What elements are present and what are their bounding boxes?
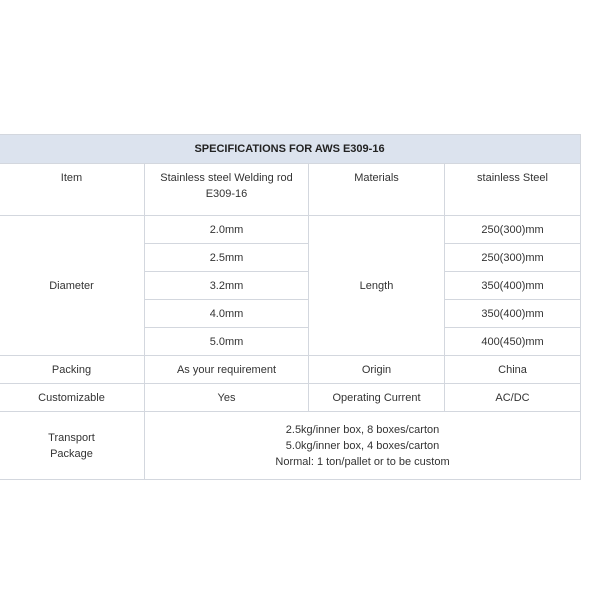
table-row-transport — [0, 412, 581, 480]
transport-value — [145, 412, 581, 480]
table-title: SPECIFICATIONS FOR AWS E309-16 — [0, 135, 581, 164]
item-value — [145, 164, 309, 216]
diameter-value: 3.2mm — [145, 272, 309, 300]
diameter-value: 4.0mm — [145, 300, 309, 328]
table-row-item — [0, 164, 581, 216]
packing-value: As your requirement — [145, 356, 309, 384]
item-value-line-1: Stainless steel Welding rod — [160, 172, 293, 184]
length-label: Length — [309, 216, 445, 356]
transport-label-line-1: Transport — [48, 431, 95, 444]
item-value-line-2: E309-16 — [205, 188, 248, 200]
transport-line: 5.0kg/inner box, 4 boxes/carton — [285, 439, 440, 452]
transport-label-line-2: Package — [50, 447, 93, 460]
transport-line: Normal: 1 ton/pallet or to be custom — [275, 455, 450, 468]
origin-value: China — [445, 356, 581, 384]
diameter-value: 2.5mm — [145, 244, 309, 272]
length-value: 350(400)mm — [445, 272, 581, 300]
diameter-value: 2.0mm — [145, 216, 309, 244]
customizable-label: Customizable — [0, 384, 145, 412]
operating-current-value: AC/DC — [445, 384, 581, 412]
transport-label — [0, 412, 145, 480]
materials-value: stainless Steel — [445, 164, 581, 216]
specifications-table — [0, 134, 581, 480]
operating-current-label: Operating Current — [309, 384, 445, 412]
length-value: 400(450)mm — [445, 328, 581, 356]
table-title-row — [0, 135, 581, 164]
diameter-value: 5.0mm — [145, 328, 309, 356]
length-value: 250(300)mm — [445, 216, 581, 244]
length-value: 250(300)mm — [445, 244, 581, 272]
materials-label: Materials — [309, 164, 445, 216]
length-value: 350(400)mm — [445, 300, 581, 328]
customizable-value: Yes — [145, 384, 309, 412]
packing-label: Packing — [0, 356, 145, 384]
item-label: Item — [0, 164, 145, 216]
table-row-packing — [0, 356, 581, 384]
transport-line: 2.5kg/inner box, 8 boxes/carton — [285, 423, 440, 436]
table-row-diameter-1 — [0, 216, 581, 244]
table-row-customizable — [0, 384, 581, 412]
origin-label: Origin — [309, 356, 445, 384]
diameter-label: Diameter — [0, 216, 145, 356]
